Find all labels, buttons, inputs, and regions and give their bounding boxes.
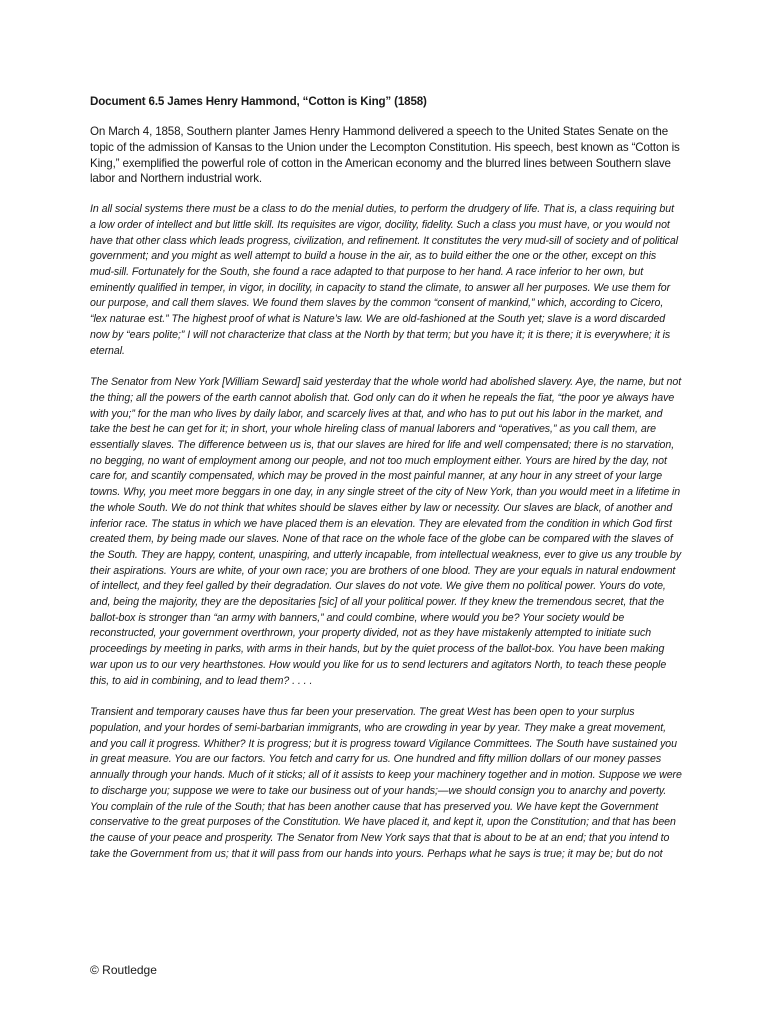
quote-paragraph-2: The Senator from New York [William Seward] said yesterday that the whole world had abolished slavery. Aye, the name, but not the thing; all the powers of the earth cannot abolish that. God only can do it when he repeals the fiat, “the poor ye always have with you;” for the man who lives by daily labor, and scarcely lives at that, and who has to put out his labor in the market, and take the best he can get for it; in short, your whole hireling class of manual laborers and “operatives,” as you call them, are essentially slaves. The difference between us is, that our slaves are hired for life and well compensated; there is no starvation, no begging, no want of employment among our people, and not too much employment either. Yours are hired by the day, not care for, and scantily compensated, which may be proved in the most painful manner, at any hour in any street of your large towns. Why, you meet more beggars in one day, in any single street of the city of New York, than you would meet in a lifetime in the whole South. We do not think that whites should be slaves either by law or necessity. Our slaves are black, of another and inferior race. The status in which we have placed them is an elevation. They are elevated from the condition in which God first created them, by being made our slaves. None of that race on the whole face of the globe can be compared with the slaves of the South. They are happy, content, unaspiring, and utterly incapable, from intellectual weakness, ever to give us any trouble by their aspirations. Yours are white, of your own race; you are brothers of one blood. They are your equals in natural endowment of intellect, and they feel galled by their degradation. Our slaves do not vote. We give them no political power. Yours do vote, and, being the majority, they are the depositaries [sic] of all your political power. If they knew the tremendous secret, that the ballot-box is stronger than “an army with banners,” and could combine, where would you be? Your society would be reconstructed, your government overthrown, your property divided, not as they have mistakenly attempted to initiate such proceedings by meeting in parks, with arms in their hands, but by the quiet process of the ballot-box. You have been making war upon us to our very hearthstones. How would you like for us to send lecturers and agitators North, to teach these people this, to aid in combining, and to lead them? . . . . [90,376,682,687]
quote-paragraph-3: Transient and temporary causes have thus far been your preservation. The great West has been open to your surplus population, and your hordes of semi-barbarian immigrants, who are crowding in year by year. They make a great movement, and you call it progress. Whither? It is progress; but it is progress toward Vigilance Committees. The South have sustained you in great measure. You are our factors. You fetch and carry for us. One hundred and fifty million dollars of our money passes annually through your hands. Much of it sticks; all of it assists to keep your machinery together and in motion. Suppose we were to discharge you; suppose we were to take our business out of your hands;—we should consign you to anarchy and poverty. You complain of the rule of the South; that has been another cause that has preserved you. We have kept the Government conservative to the great purposes of the Constitution. We have placed it, and kept it, upon the Constitution; and that has been the cause of your peace and prosperity. The Senator from New York says that that is about to be at an end; that you intend to take the Government from us; that it will pass from our hands into yours. Perhaps what he says is true; it may be; but do not [90,706,682,860]
intro-paragraph: On March 4, 1858, Southern planter James Henry Hammond delivered a speech to the United States Senate on the topic of the admission of Kansas to the Union under the Lecompton Constitution. His speech, best known as “Cotton is King,” exemplified the powerful role of cotton in the American economy and the blurred lines between Southern slave labor and Northern industrial work. [90,125,680,186]
document-title: Document 6.5 James Henry Hammond, “Cotton is King” (1858) [90,95,427,108]
quote-paragraph-1: In all social systems there must be a class to do the menial duties, to perform the drudgery of life. That is, a class requiring but a low order of intellect and but little skill. Its requisites are vigor, docility, fidelity. Such a class you must have, or you would not have that other class which leads progress, civilization, and refinement. It constitutes the very mud-sill of society and of political government; and you might as well attempt to build a house in the air, as to build either the one or the other, except on this mud-sill. Fortunately for the South, she found a race adapted to that purpose to her hand. A race inferior to her own, but eminently qualified in temper, in vigor, in docility, in capacity to stand the climate, to answer all her purposes. We use them for our purpose, and call them slaves. We found them slaves by the common “consent of mankind,” which, according to Cicero, “lex naturae est.” The highest proof of what is Nature’s law. We are old-fashioned at the South yet; slave is a word discarded now by “ears polite;” I will not characterize that class at the North by that term; but you have it; it is there; it is everywhere; it is eternal. [90,203,679,357]
copyright-footer: © Routledge [90,963,157,977]
document-body [90,94,682,878]
